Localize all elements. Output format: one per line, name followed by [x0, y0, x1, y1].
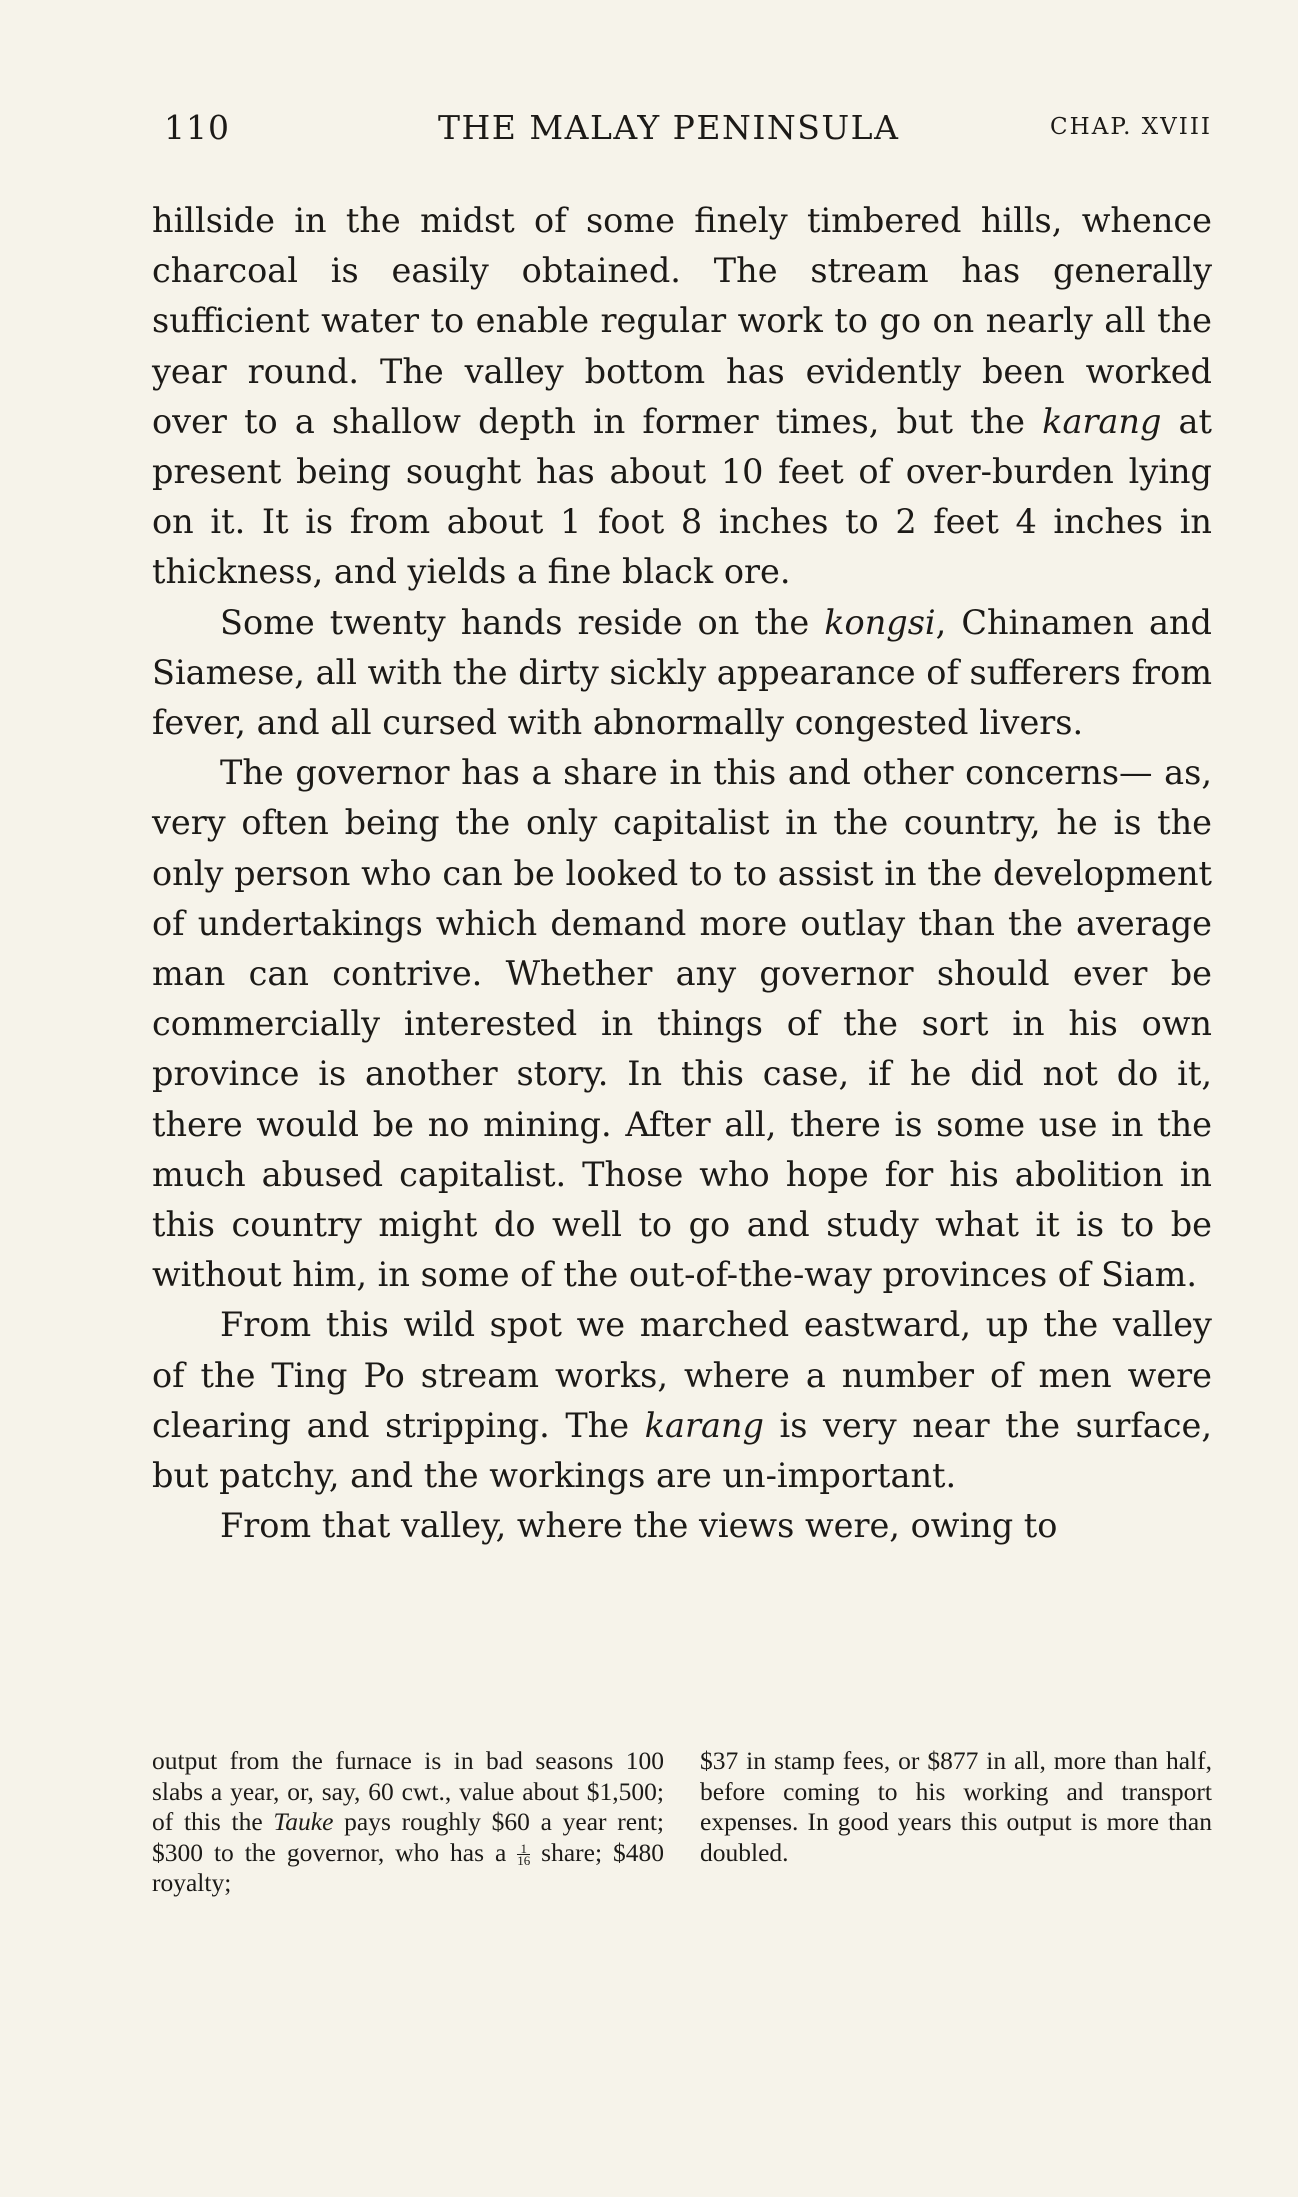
chapter-label: CHAP. XVIII	[1050, 114, 1212, 140]
body-text	[152, 196, 1212, 1551]
footnote-left-text-c: share; $480 royalty;	[152, 1837, 664, 1897]
running-head	[152, 108, 1212, 156]
book-page	[152, 0, 1212, 2197]
footnote-left-text	[152, 1746, 664, 1899]
paragraph-3	[152, 748, 1212, 1300]
running-title: THE MALAY PENINSULA	[438, 108, 900, 147]
page-number: 110	[164, 108, 230, 147]
paragraph-4-text-a: From this wild spot we marched eastward, up the valley of the Ting Po stream works, where a number of men were clearing and stripping. The	[152, 1305, 1212, 1445]
italic-term-tauke: Tauke	[273, 1807, 334, 1836]
paragraph-2	[152, 598, 1212, 749]
footnote-left-text-a: output from the furnace is in bad seasons 100 slabs a year, or, say, 60 cwt., value about $1,500; of this the	[152, 1746, 664, 1836]
italic-term-kongsi: kongsi	[824, 602, 936, 642]
footnote-right-column	[700, 1746, 1212, 1899]
paragraph-1-text-b: at present being sought has about 10 feet of over-burden lying on it. It is from about 1 foot 8 inches to 2 feet 4 inches in thickness, and yields a fine black ore.	[152, 401, 1212, 592]
fraction-denominator: 16	[517, 1853, 531, 1869]
footnote-right-text	[700, 1746, 1212, 1868]
footnote-right-text-a: $37 in stamp fees, or $877 in all, more than half, before coming to his working and transport expenses. In good years this output is more than doubled.	[700, 1746, 1212, 1867]
paragraph-1	[152, 196, 1212, 598]
italic-term-karang-2: karang	[644, 1405, 764, 1445]
paragraph-4	[152, 1300, 1212, 1501]
paragraph-5-text: From that valley, where the views were, owing to	[220, 1506, 1058, 1546]
paragraph-2-text-a: Some twenty hands reside on the	[220, 602, 825, 642]
footnote-left-text-b: pays roughly $60 a year rent; $300 to the governor, who has a	[152, 1807, 664, 1867]
paragraph-5	[152, 1501, 1212, 1551]
paragraph-3-text: The governor has a share in this and other concerns— as, very often being the only capitalist in the country, he is the only person who can be looked to to assist in the development of undertakings which demand more outlay than the average man can contrive. Whether any governor should ever be commercially interested in things of the sort in his own province is another story. In this case, if he did not do it, there would be no mining. After all, there is some use in the much abused capitalist. Those who hope for his abolition in this country might do well to go and study what it is to be without him, in some of the out-of-the-way provinces of Siam.	[152, 753, 1212, 1295]
footnote-left-column	[152, 1746, 664, 1899]
fraction-numerator: 1	[517, 1843, 530, 1855]
paragraph-4-text-b: is very near the surface, but patchy, and the workings are un-important.	[152, 1405, 1212, 1496]
footnote	[152, 1746, 1212, 1899]
paragraph-2-text-b: , Chinamen and Siamese, all with the dirty sickly appearance of sufferers from fever, and all cursed with abnormally congested livers.	[152, 602, 1212, 743]
fraction-one-sixteenth	[517, 1841, 531, 1869]
paragraph-1-text-a: hillside in the midst of some finely timbered hills, whence charcoal is easily obtained. The stream has generally sufficient water to enable regular work to go on nearly all the year round. The valley bottom has evidently been worked over to a shallow depth in former times, but the	[152, 201, 1212, 441]
italic-term-karang: karang	[1042, 401, 1162, 441]
